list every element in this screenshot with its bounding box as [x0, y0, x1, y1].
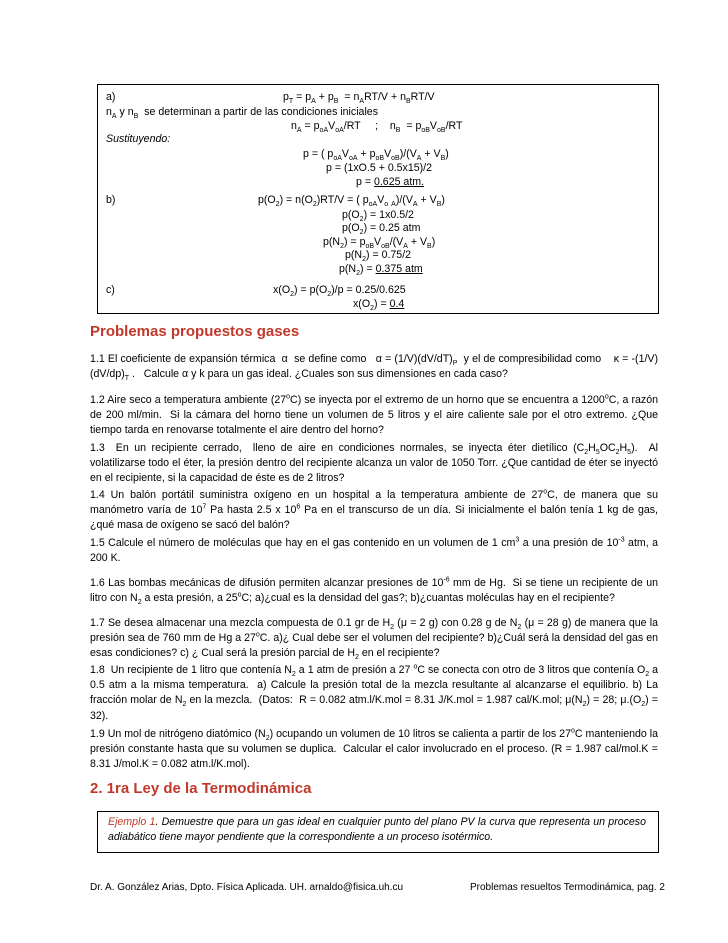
- part-b-eq4: $p(N_2) = p_{oB}V_{oB}/(V_A + V_B)$: [323, 236, 436, 251]
- part-a-label: a): [106, 91, 116, 103]
- part-b-eq6: $p(N_2) = 0.375$ atm: [339, 263, 423, 278]
- problem-1-4: 1.4 Un balón portátil suministra oxígeno en un hospital a la temperatura ambiente de 27$^o$C, de manera que su manómetro varía de $10^7$ Pa hasta 2.5 x $10^6$ Pa en el transcurso de un día. Si inicialmente el balón tenía 1 kg de gas, ¿qué masa de oxígeno se sacó del balón?: [90, 488, 658, 532]
- part-b-eq3: $p(O_2) = 0.25$ atm: [342, 222, 421, 237]
- problem-1-7: 1.7 Se desea almacenar una mezcla compuesta de 0.1 gr de $H_2$ (μ = 2 g) con 0.28 g de $N_2$ (μ = 28 g) de manera que la presión sea de 760 mm de Hg a 27$^o$C. a)¿ Cual debe ser el volumen del recipiente? b)¿Cuál será la densidad del gas en esas condiciones? c) ¿ Cual será la presión parcial de $H_2$ en el recipiente?: [90, 617, 658, 662]
- part-b-eq1: $p(O_2) = n(O_2)RT/V$ = ( $p_{oA}V_o$ $_A)/(V_A + V_B)$: [258, 194, 445, 209]
- part-c-result: 0.4: [389, 298, 405, 310]
- example-1: [108, 815, 646, 845]
- problem-1-3: 1.3 En un recipiente cerrado, lleno de aire en condiciones normales, se inyecta éter dietílico $(C_2H_5OC_2H_5)$. Al volatilizarse todo el éter, la presión dentro del recipiente alcanza un valor de 1050 Torr. ¿Que cantidad de éter se inyectó en el recipiente, si la capacidad de éste es de 2 litros?: [90, 442, 659, 485]
- part-a-line2: $n_A$ y $n_B$ se determinan a partir de las condiciones iniciales: [106, 106, 378, 121]
- part-b-eq2: $p(O_2) = 1x0.5/2$: [342, 209, 414, 224]
- part-b-label: b): [106, 194, 116, 206]
- part-b-eq5: $p(N_2) = 0.75/2$: [345, 249, 412, 264]
- part-a-eq6: [356, 176, 424, 188]
- footer-author: Dr. A. González Arias, Dpto. Física Aplicada. UH. arnaldo@fisica.uh.cu: [90, 882, 404, 893]
- problem-1-8: 1.8 Un recipiente de 1 litro que contenía $N_2$ a 1 atm de presión a 27 $^o$C se conecta con otro de 3 litros que contenía $O_2$ a 0.5 atm a la misma temperatura. a) Calcule la presión total de la mezcla resultante al alcanzarse el equilibrio. b) La fracción molar de $N_2$ en la mezcla. (Datos: R = 0.082 atm.l/K.mol = 8.31 J/K.mol = 1.987 cal/K.mol; $\mu(N_2) = 28$; $\mu.(O_2) = 32$).: [90, 663, 659, 722]
- problem-1-1: 1.1 El coeficiente de expansión térmica α se define como $\alpha = (1/V)(dV/dT)_P$ y el de compresibilidad como $\kappa = -(1/V)(dV/dp)_T$ . Calcule α y k para un gas ideal. ¿Cuales son sus dimensiones en cada caso?: [90, 353, 658, 383]
- part-c-eq2: $x(O_2) = 0.4$: [353, 298, 405, 313]
- section-title-primera-ley: 2. 1ra Ley de la Termodinámica: [90, 780, 312, 797]
- section-title-problemas: Problemas propuestos gases: [90, 323, 300, 340]
- part-b-result: 0.375 atm: [375, 263, 423, 275]
- footer-page: Problemas resueltos Termodinámica, pag. 2: [470, 882, 665, 893]
- part-a-sustituyendo: Sustituyendo:: [106, 133, 171, 145]
- part-a-eq5: p = (1xO.5 + 0.5x15)/2: [326, 162, 432, 174]
- example-text: . Demuestre que para un gas ideal en cualquier punto del plano PV la curva que representa un proceso adiabático tiene mayor pendiente que la correspondiente a un proceso isotérmico.: [108, 816, 646, 843]
- problem-1-5: 1.5 Calcule el número de moléculas que hay en el gas contenido en un volumen de 1 $cm^3$ a una presión de $10^{-3}$ atm, a 200 K.: [90, 536, 658, 565]
- part-c-eq1: $x(O_2) = p(O_2)/p = 0.25/0.625$: [273, 284, 406, 299]
- part-a-eq4: p = ( $p_{oA}V_{oA} + p_{oB}V_{oB})/(V_A + V_B)$: [303, 148, 449, 163]
- part-a-eq6-prefix: p =: [356, 176, 374, 188]
- part-a-eq3: $n_A = p_{oA}V_{oA}/RT$ ; $n_B = p_{oB}V_{oB}/RT$: [291, 120, 463, 135]
- problem-1-2: 1.2 Aire seco a temperatura ambiente (27$^o$C) se inyecta por el extremo de un horno que se encuentra a 1200$^o$C, a razón de 200 ml/min. Si la cámara del horno tiene un volumen de 5 litros y el aire caliente sale por el otro extremo. ¿Que tiempo tarda en renovarse totalmente el aire dentro del horno?: [90, 393, 658, 437]
- part-a-eq1: $p_T = p_A + p_B = n_ART/V + n_BRT/V$: [283, 91, 435, 106]
- problem-1-6: 1.6 Las bombas mecánicas de difusión permiten alcanzar presiones de $10^{-6}$ mm de Hg. Si se tiene un recipiente de un litro con $N_2$ a esta presión, a 25$^o$C; a)¿cual es la densidad del gas?; b)¿cuantas moléculas hay en el recipiente?: [90, 576, 658, 607]
- example-label: Ejemplo 1: [108, 816, 156, 828]
- part-c-label: c): [106, 284, 115, 296]
- problem-1-9: 1.9 Un mol de nitrógeno diatómico $(N_2)$ ocupando un volumen de 10 litros se calienta a partir de los 27$^o$C manteniendo la presión constante hasta que su volumen se duplica. Calcular el calor involucrado en el proceso. (R = 1.987 cal/mol.K = 8.31 J/mol.K = 0.082 atm.l/K.mol).: [90, 727, 658, 771]
- part-a-result: 0.625 atm.: [373, 176, 425, 188]
